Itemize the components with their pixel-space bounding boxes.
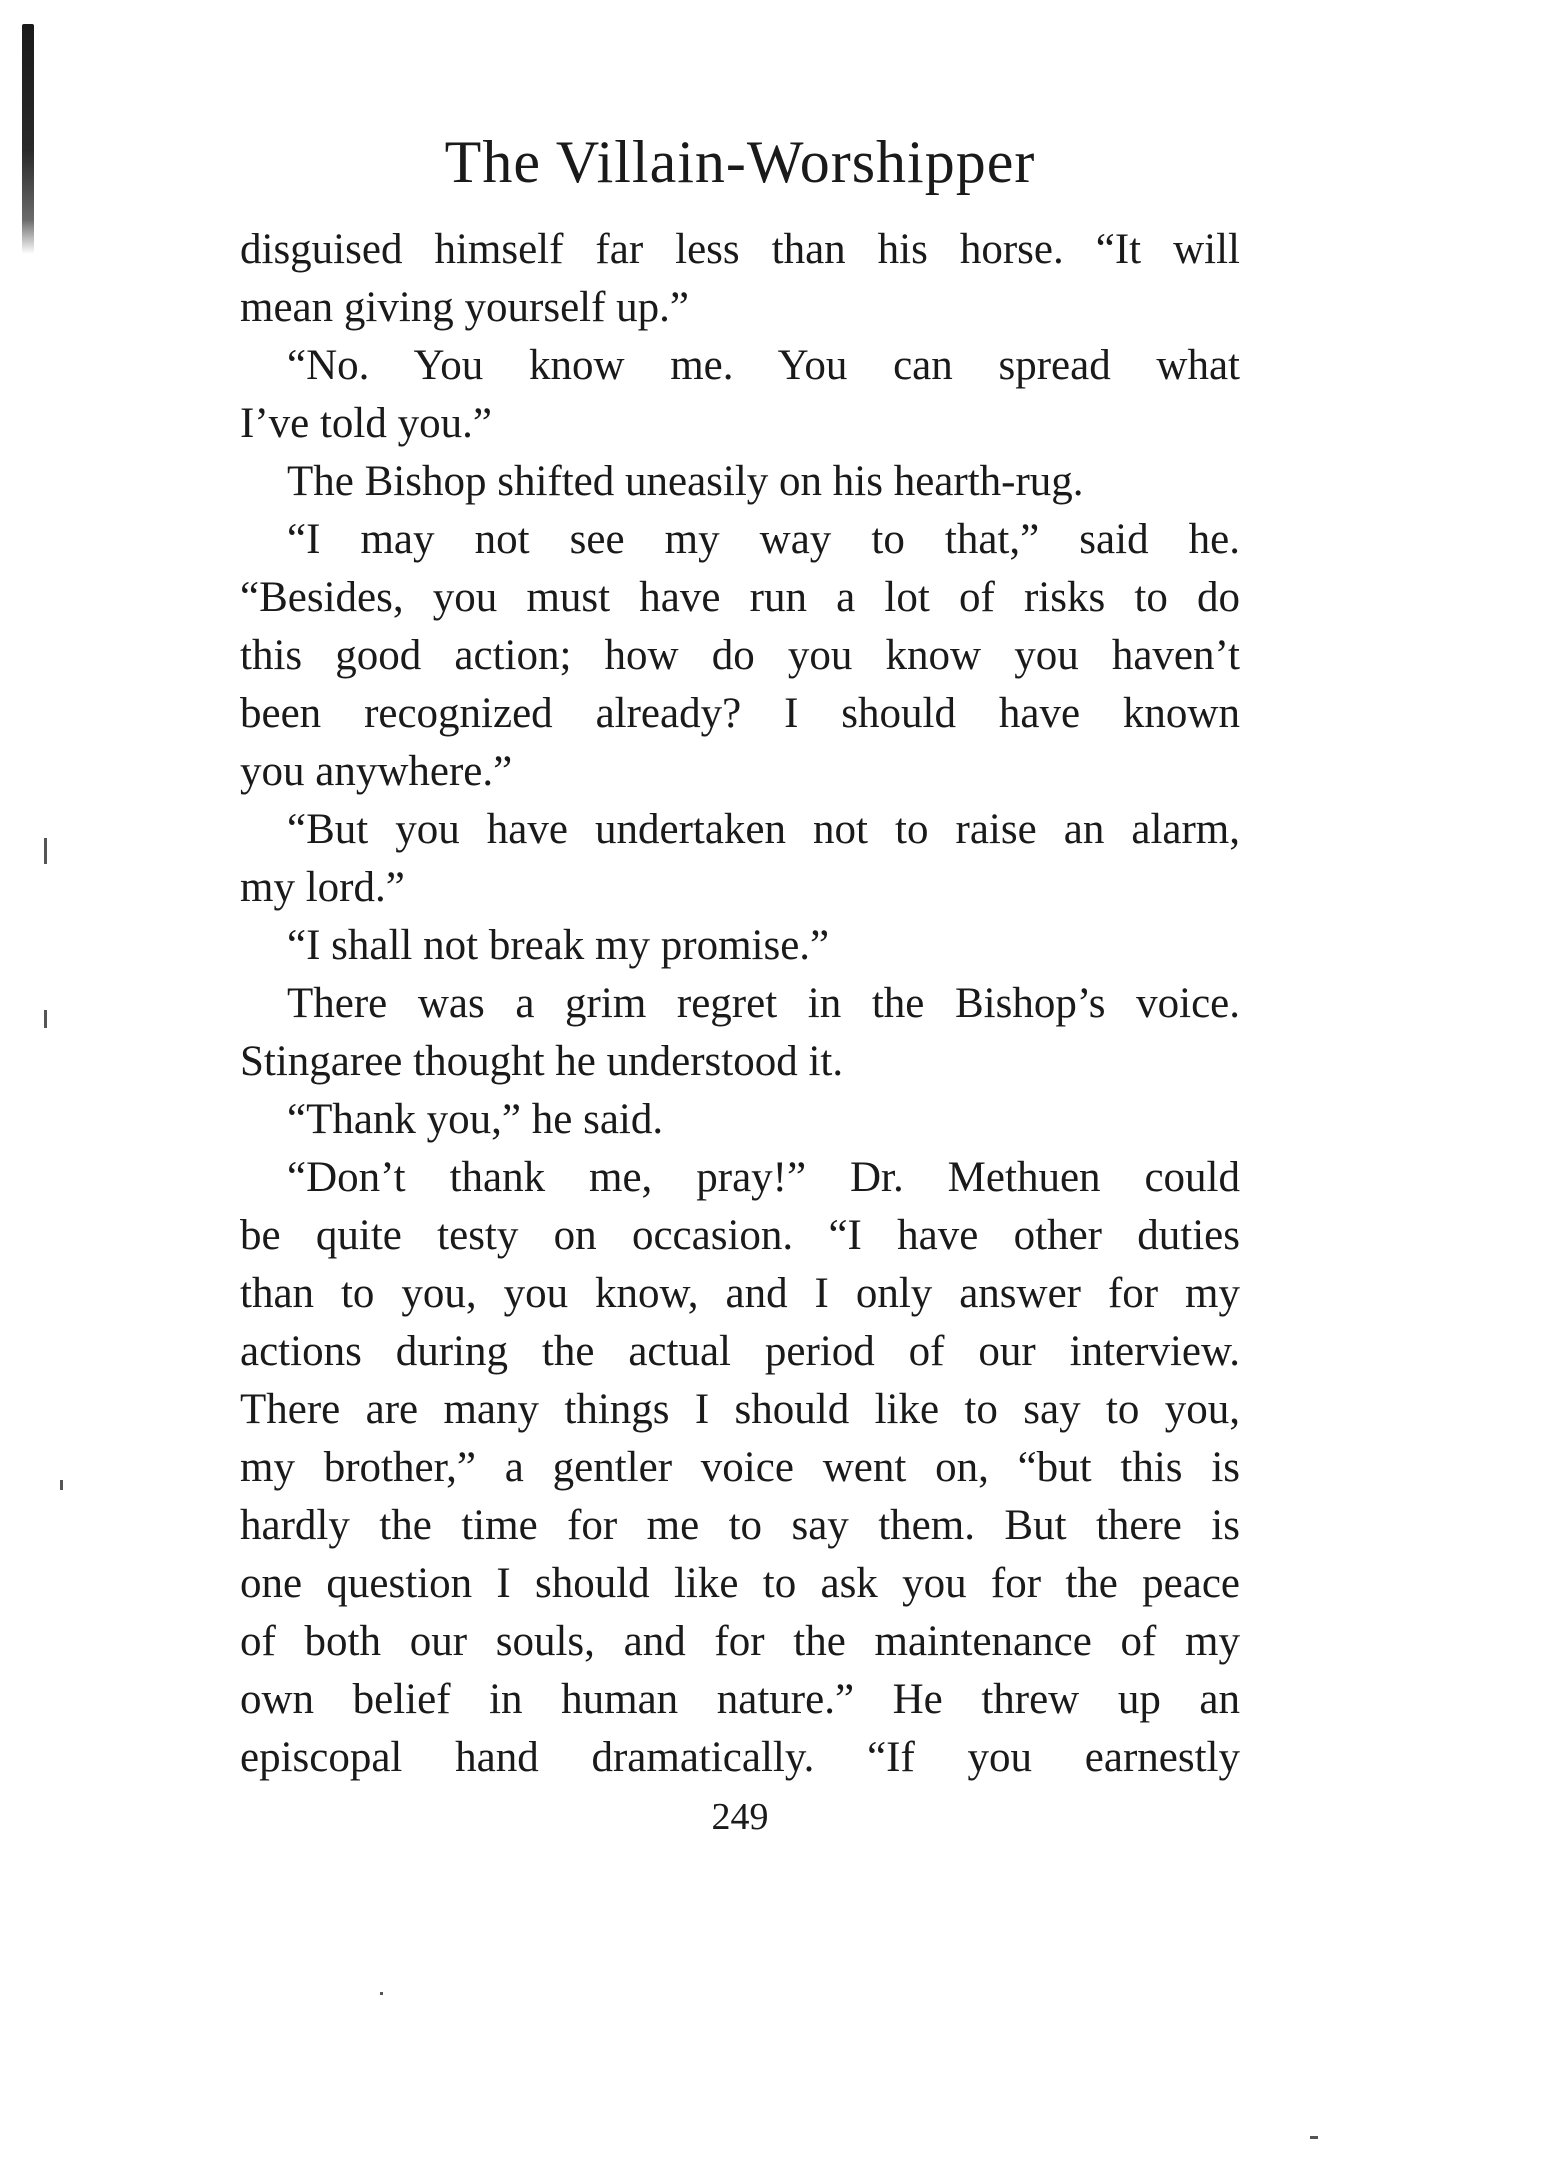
text-line: “I may not see my way to that,” said he.: [287, 516, 1240, 563]
text-line: “No. You know me. You can spread what: [287, 342, 1240, 389]
text-line: “Thank you,” he said.: [287, 1096, 664, 1143]
text-line: There was a grim regret in the Bishop’s voice.: [287, 980, 1240, 1027]
page-number: 249: [711, 1796, 769, 1838]
text-line: The Bishop shifted uneasily on his hearth-rug.: [287, 458, 1084, 505]
text-line: Stingaree thought he understood it.: [240, 1038, 844, 1085]
running-head: The Villain-Worshipper: [444, 129, 1036, 195]
text-line: my lord.”: [240, 864, 405, 911]
text-line: actions during the actual period of our interview.: [240, 1328, 1240, 1375]
text-line: of both our souls, and for the maintenance of my: [240, 1618, 1240, 1665]
scan-speck: [44, 838, 47, 864]
text-line: “I shall not break my promise.”: [287, 922, 830, 969]
text-line: “Besides, you must have run a lot of risks to do: [240, 574, 1240, 621]
scan-edge-artifact: [22, 24, 34, 254]
text-line: been recognized already? I should have known: [240, 690, 1240, 737]
text-line: “Don’t thank me, pray!” Dr. Methuen could: [287, 1154, 1240, 1201]
scan-speck: [60, 1480, 63, 1490]
text-line: you anywhere.”: [240, 748, 513, 795]
scan-speck: [1310, 2136, 1318, 2139]
text-line: this good action; how do you know you haven’t: [240, 632, 1240, 679]
body-text: [240, 221, 1240, 1787]
text-line: There are many things I should like to say to you,: [240, 1386, 1240, 1433]
text-line: one question I should like to ask you for the peace: [240, 1560, 1240, 1607]
text-line: episcopal hand dramatically. “If you earnestly: [240, 1734, 1240, 1781]
text-line: mean giving yourself up.”: [240, 284, 690, 331]
text-line: “But you have undertaken not to raise an alarm,: [287, 806, 1240, 853]
text-line: than to you, you know, and I only answer for my: [240, 1270, 1240, 1317]
text-line: own belief in human nature.” He threw up an: [240, 1676, 1240, 1723]
text-line: disguised himself far less than his horse. “It will: [240, 226, 1240, 273]
scan-speck: [44, 1010, 47, 1028]
text-line: be quite testy on occasion. “I have other duties: [240, 1212, 1240, 1259]
text-line: hardly the time for me to say them. But there is: [240, 1502, 1240, 1549]
text-line: my brother,” a gentler voice went on, “but this is: [240, 1444, 1240, 1491]
text-line: I’ve told you.”: [240, 400, 492, 447]
scan-speck: [380, 1992, 383, 1995]
